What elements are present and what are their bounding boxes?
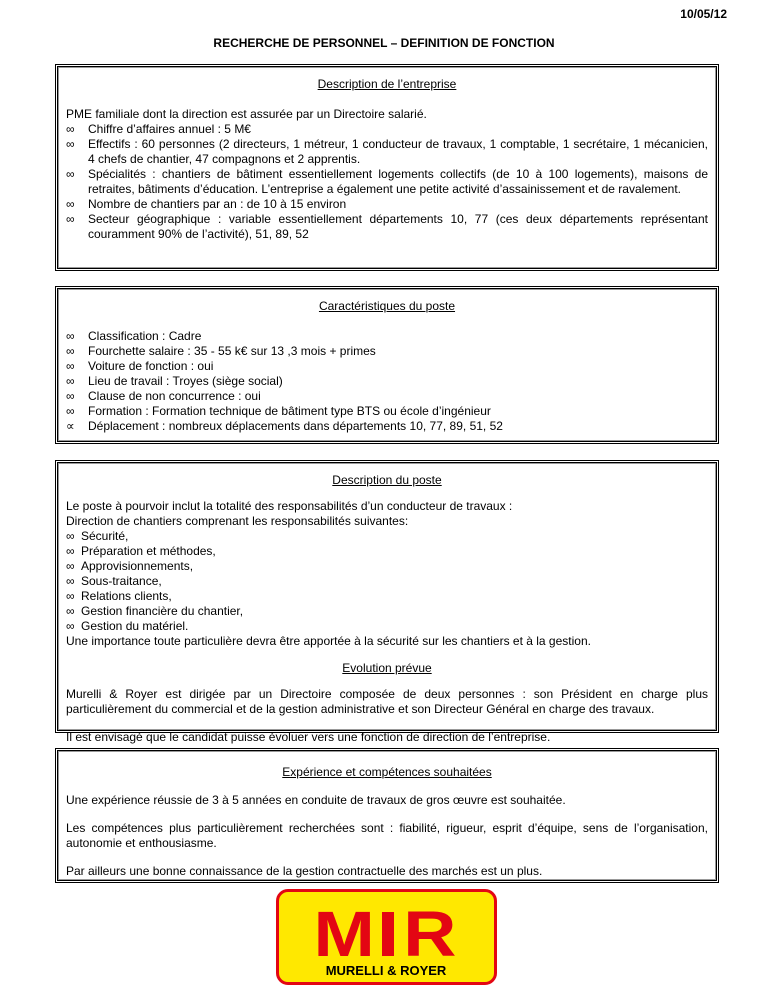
list-item: ∞ Chiffre d’affaires annuel : 5 M€ (66, 122, 251, 136)
experience-paragraph-2: Les compétences plus particulièrement recherchées sont : fiabilité, rigueur, esprit d’équipe, sens de l’organisation, autonomie et enthousiasme. (66, 821, 708, 850)
list-item: ∞ Nombre de chantiers par an : de 10 à 15 environ (66, 197, 347, 211)
list-item: ∞ Effectifs : 60 personnes (2 directeurs, 1 métreur, 1 conducteur de travaux, 1 comptable, 1 secrétaire, 1 mécanicien, 4 chefs de chantier, 47 compagnons et 2 apprentis. (66, 137, 708, 166)
list-item: ∞ Gestion du matériel. (66, 619, 189, 633)
job-characteristics-title: Caractéristiques du poste (318, 299, 456, 313)
bullet-icon: ∞ (66, 619, 75, 633)
bullet-icon: ∞ (66, 329, 75, 343)
job-characteristics-box (55, 286, 719, 444)
bullet-icon: ∞ (66, 344, 75, 358)
list-item: ∞ Sous-traitance, (66, 574, 162, 588)
company-description-title: Description de l’entreprise (317, 77, 457, 91)
list-item: ∞ Classification : Cadre (66, 329, 202, 343)
experience-paragraph-3: Par ailleurs une bonne connaissance de la gestion contractuelle des marchés est un plus. (66, 864, 543, 878)
bullet-icon: ∞ (66, 167, 75, 181)
company-list (66, 122, 708, 242)
logo-separator-icon (382, 912, 394, 956)
bullet-icon: ∞ (66, 197, 75, 211)
job-description-box (55, 460, 719, 744)
list-item: ∞ Spécialités : chantiers de bâtiment essentiellement logements collectifs (de 10 à 100 logements), maisons de retraites, bâtiments d’éducation. L’entreprise a également une petite activité d’assainissement et de ravalement. (66, 167, 708, 196)
list-item: ∞ Secteur géographique : variable essentiellement départements 10, 77 (ces deux départements représentant couramment 90% de l’activité), 51, 89, 52 (66, 212, 708, 241)
bullet-icon: ∞ (66, 604, 75, 618)
bullet-icon: ∞ (66, 374, 75, 388)
job-description-title: Description du poste (332, 473, 442, 487)
job-intro-2: Direction de chantiers comprenant les responsabilités suivantes: (66, 514, 409, 528)
logo-letter-m: M (313, 898, 375, 970)
list-item: ∞ Gestion financière du chantier, (66, 604, 244, 618)
list-item: ∞ Préparation et méthodes, (66, 544, 216, 558)
evolution-paragraph-1: Murelli & Royer est dirigée par un Directoire composée de deux personnes : son Président en charge plus particulièrement du commercial et de la gestion administrative et son Directeur Général en charge des travaux. (66, 687, 708, 716)
list-item: ∞ Approvisionnements, (66, 559, 194, 573)
bullet-icon: ∞ (66, 212, 75, 226)
logo-name: MURELLI & ROYER (325, 963, 447, 978)
experience-paragraph-1: Une expérience réussie de 3 à 5 années en conduite de travaux de gros œuvre est souhaitée. (66, 793, 566, 807)
list-item: ∞ Fourchette salaire : 35 - 55 k€ sur 13 ,3 mois + primes (66, 344, 376, 358)
bullet-icon: ∝ (66, 419, 75, 433)
list-item: ∞ Formation : Formation technique de bâtiment type BTS ou école d’ingénieur (66, 404, 491, 418)
company-intro: PME familiale dont la direction est assurée par un Directoire salarié. (66, 107, 427, 121)
logo-graphic (279, 892, 494, 982)
bullet-icon: ∞ (66, 574, 75, 588)
list-item: ∞ Voiture de fonction : oui (66, 359, 214, 373)
document-title: RECHERCHE DE PERSONNEL – DEFINITION DE FONCTION (213, 36, 555, 50)
bullet-icon: ∞ (66, 122, 75, 136)
bullet-icon: ∞ (66, 389, 75, 403)
list-item: ∞ Sécurité, (66, 529, 129, 543)
bullet-icon: ∞ (66, 404, 75, 418)
bullet-icon: ∞ (66, 359, 75, 373)
document-date: 10/05/12 (680, 7, 727, 21)
bullet-icon: ∞ (66, 589, 75, 603)
job-intro-1: Le poste à pourvoir inclut la totalité des responsabilités d’un conducteur de travaux : (66, 499, 513, 513)
list-item: ∝ Déplacement : nombreux déplacements dans départements 10, 77, 89, 51, 52 (66, 419, 503, 433)
logo-letter-r: R (403, 898, 457, 970)
job-outro: Une importance toute particulière devra être apportée à la sécurité sur les chantiers et à la gestion. (66, 634, 591, 648)
bullet-icon: ∞ (66, 137, 75, 151)
company-description-box (55, 64, 719, 271)
responsibilities-list (66, 529, 708, 634)
evolution-paragraph-2: Il est envisagé que le candidat puisse évoluer vers une fonction de direction de l’entreprise. (66, 730, 551, 744)
bullet-icon: ∞ (66, 559, 75, 573)
experience-box (55, 748, 719, 883)
experience-title: Expérience et compétences souhaitées (282, 765, 492, 779)
list-item: ∞ Lieu de travail : Troyes (siège social) (66, 374, 283, 388)
bullet-icon: ∞ (66, 529, 75, 543)
job-characteristics-list (66, 329, 708, 434)
bullet-icon: ∞ (66, 544, 75, 558)
list-item: ∞ Clause de non concurrence : oui (66, 389, 261, 403)
evolution-title: Evolution prévue (342, 661, 432, 675)
murelli-royer-logo (276, 889, 497, 985)
list-item: ∞ Relations clients, (66, 589, 172, 603)
